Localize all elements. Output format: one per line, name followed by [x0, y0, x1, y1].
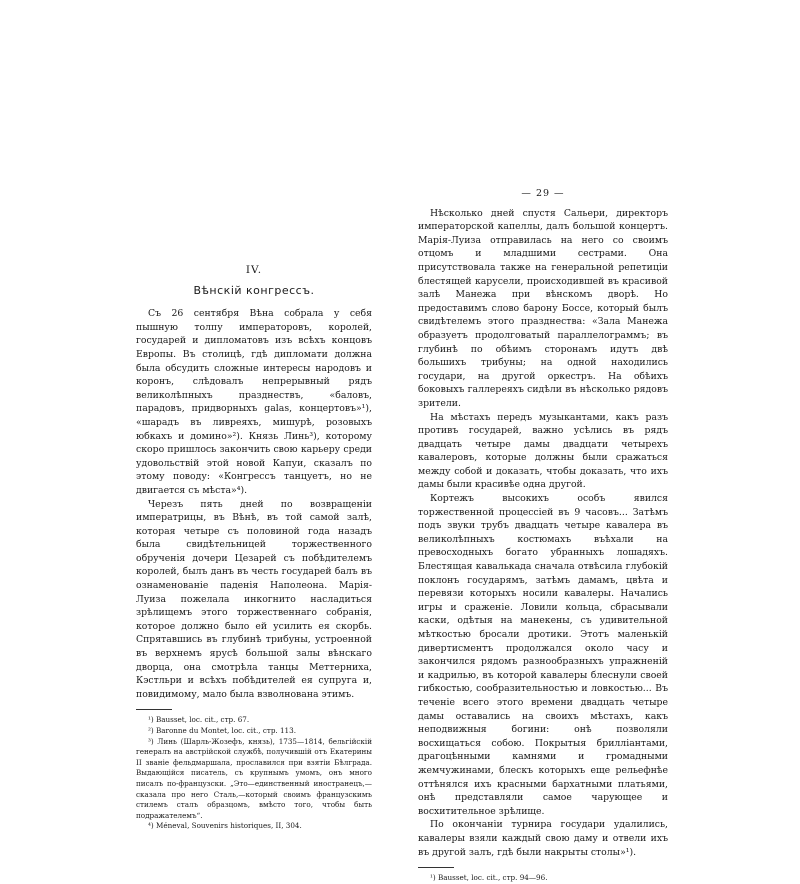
footnote: ²) Baronne du Montet, loc. cit., стр. 113.: [148, 726, 296, 735]
paragraph: По окончаніи турнира государи удалились, кавалеры взяли каждый свою даму и отвели ихъ въ другой залъ, гдѣ были накрыты столы»¹).: [418, 819, 668, 858]
footnote: ¹) Bausset, loc. cit., стр. 94—96.: [430, 873, 548, 883]
paragraph: Кортежъ высокихъ особъ явился торжественной процессіей въ 9 часовъ... Затѣмъ подъ звуки трубъ двадцать четыре кавалера въ великолѣпныхъ костюмахъ въѣхали на превосходныхъ богато убранныхъ лошадяхъ. Блестящая кавалькада сначала отвѣсила глубокій поклонъ государямъ, затѣмъ дамамъ, цвѣта и перевязи которыхъ носили кавалеры. Начались игры и сраженіе. Ловили кольца, сбрасывали каски, одѣтыя на манекены, съ удивительной мѣткостью бросали дротики. Этотъ маленькій дивертисментъ продолжался около часу и закончился рядомъ разнообразныхъ упражненій и кадрилью, въ которой кавалеры блеснули своей гибкостью, сообразительностью и ловкостью... Въ теченіе всего этого времени двадцать четыре дамы оставались на своихъ мѣстахъ, какъ неподвижныя богини: онѣ позволяли восхищаться собою. Покрытыя брилліантами, драгоцѣнными камнями и громадными жемчужинами, блескъ которыхъ еще рельефнѣе оттѣнялся ихъ красными бархатными платьями, онѣ представляли самое чарующее и восхитительное зрѣлище.: [418, 493, 668, 817]
footnote: ³) Линь (Шарль-Жозефъ, князь), 1735—1814, бельгійскій генералъ на австрійской службѣ, получившій отъ Екатерины II званіе фельдмаршала, прославился при взятіи Бѣлграда. Выдающійся писатель, съ крупнымъ умомъ, онъ много писалъ по-французски. „Это—единственный иностранецъ,—сказала про него Сталь,—который своимъ французскимъ стилемъ сталъ образцомъ, вмѣсто того, чтобы быть подражателемъ“.: [136, 736, 372, 820]
paragraph: Нѣсколько дней спустя Сальери, директоръ императорской капеллы, далъ большой концертъ. Марія-Луиза отправилась на него со своимъ отцомъ и младшими сестрами. Она присутствовала также на генеральной репетиціи блестящей карусели, происходившей въ красивой залѣ Манежа при вѣнскомъ дворѣ. Но предоставимъ слово барону Боссе, который былъ свидѣтелемъ этого празднества: «Зала Манежа образуетъ продолговатый параллелограммъ; въ глубинѣ по обѣимъ сторонамъ идутъ двѣ большихъ трибуны; на одной находились государи, на другой оркестръ. На обѣихъ боковыхъ галлереяхъ сидѣли въ нѣсколько рядовъ зрители.: [418, 207, 668, 409]
footnote-divider: [418, 867, 454, 868]
paragraph: Съ 26 сентября Вѣна собрала у себя пышную толпу императоровъ, королей, государей и дипломатовъ изъ всѣхъ концовъ Европы. Въ столицѣ, гдѣ дипломати должна была обсудить сложные интересы народовъ и коронъ, слѣдовалъ непрерывный рядъ великолѣпныхъ празднествъ, «баловъ, парадовъ, придворныхъ galas, концертовъ»¹), «шарадъ въ ливреяхъ, мишурѣ, розовыхъ юбкахъ и домино»²). Князь Линь³), которому скоро пришлось закончить свою карьеру среди удовольствій этой новой Капуи, сказалъ по этому поводу: «Конгрессъ танцуетъ, но не двигается съ мѣста»⁴).: [136, 308, 372, 496]
footnote: ¹) Bausset, loc. cit., стр. 67.: [148, 715, 250, 725]
footnotes: [136, 715, 372, 832]
left-page: [136, 206, 372, 832]
page-number: — 29 —: [521, 188, 565, 199]
footnotes: [418, 873, 668, 884]
chapter-title: Вѣнскій конгрессъ.: [193, 283, 315, 297]
right-page: [418, 187, 668, 884]
paragraph: Черезъ пять дней по возвращеніи императрицы, въ Вѣнѣ, въ той самой залѣ, которая четыре съ половиной года назадъ была свидѣтельницей торжественного обрученія дочери Цезарей съ побѣдителемъ королей, былъ данъ въ честь государей балъ въ ознаменованіе паденія Наполеона. Марія-Луиза пожелала инкогнито насладиться зрѣлищемъ этого торжественнаго собранія, которое должно было ей усилить ея скорбь. Спрятавшись въ глубинѣ трибуны, устроенной въ верхнемъ ярусѣ большой залы вѣнскаго дворца, она смотрѣла танцы Меттерниха, Кэстльри и всѣхъ побѣдителей ея супруга и, повидимому, мало была взволнована этимъ.: [136, 498, 372, 700]
chapter-number: IV.: [245, 264, 263, 276]
paragraph: На мѣстахъ передъ музыкантами, какъ разъ противъ государей, важно усѣлись въ рядъ двадцать четыре дамы двадцати четырехъ кавалеровъ, которые должны были сражаться между собой и доказать, чтобы доказать, что ихъ дамы были красивѣе одна другой.: [418, 411, 668, 491]
footnote-divider: [136, 709, 172, 710]
footnote: ⁴) Méneval, Souvenirs historiques, II, 304.: [148, 821, 302, 831]
